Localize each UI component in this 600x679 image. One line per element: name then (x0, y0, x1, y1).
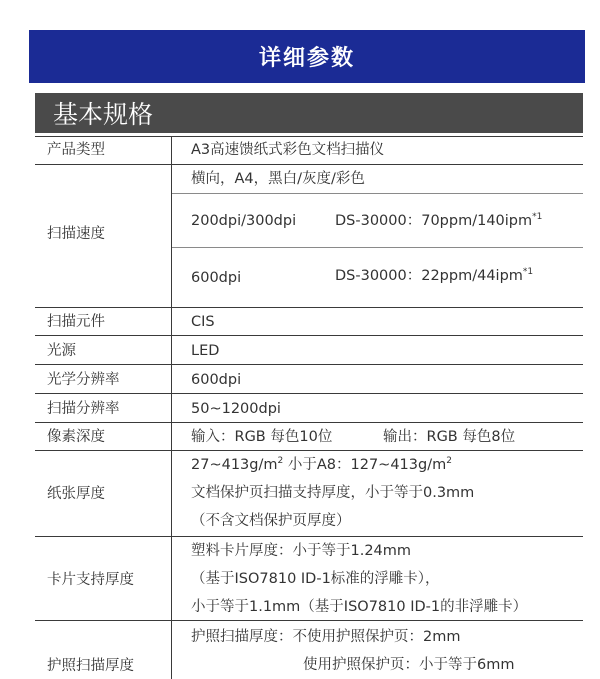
spec-label: 扫描元件 (47, 314, 105, 330)
pixel-depth-input: 输入：RGB 每色10位 (191, 429, 333, 445)
page-title-banner (29, 30, 585, 83)
scan-speed-resolution-2: 600dpi (191, 270, 242, 286)
pixel-depth-output: 输出：RGB 每色8位 (383, 429, 516, 445)
row-divider (35, 335, 583, 336)
spec-label: 光源 (47, 343, 76, 359)
spec-label: 像素深度 (47, 429, 105, 445)
row-divider (35, 136, 583, 137)
spec-table (35, 136, 583, 679)
spec-value: 50~1200dpi (191, 401, 281, 417)
row-divider (35, 422, 583, 423)
paper-thickness-line-2: 文档保护页扫描支持厚度，小于等于0.3mm (191, 485, 475, 501)
spec-label: 产品类型 (47, 142, 105, 158)
card-thickness-line-3: 小于等于1.1mm（基于ISO7810 ID-1的非浮雕卡） (191, 599, 528, 615)
card-thickness-line-2: （基于ISO7810 ID-1标准的浮雕卡）， (191, 571, 440, 587)
row-divider (35, 164, 583, 165)
scan-speed-resolution-1: 200dpi/300dpi (191, 213, 297, 229)
row-divider (35, 620, 583, 621)
scan-speed-value-1: DS-30000：70ppm/140ipm$^{*1}$ (335, 212, 543, 229)
paper-thickness-line-1: $27\sim 413g/m^2$ 小于A8：$127\sim 413g/m^2$ (191, 456, 452, 473)
spec-label: 纸张厚度 (47, 486, 105, 502)
spec-label: 护照扫描厚度 (47, 658, 134, 674)
passport-thickness-line-1: 护照扫描厚度：不使用护照保护页：2mm (191, 629, 461, 645)
spec-value: A3高速馈纸式彩色文档扫描仪 (191, 142, 385, 158)
row-divider (35, 536, 583, 537)
card-thickness-line-1: 塑料卡片厚度：小于等于1.24mm (191, 543, 412, 559)
row-divider (35, 307, 583, 308)
spec-label: 扫描分辨率 (47, 401, 120, 417)
section-header (35, 93, 583, 133)
column-divider (171, 136, 172, 679)
scan-speed-condition: 横向，A4，黑白/灰度/彩色 (191, 171, 365, 187)
spec-value: LED (191, 343, 220, 359)
spec-value: 600dpi (191, 372, 242, 388)
banner-title: 详细参数 (258, 46, 355, 71)
row-divider (35, 364, 583, 365)
row-divider (35, 393, 583, 394)
sub-row-divider (172, 193, 583, 194)
spec-value: CIS (191, 314, 215, 330)
section-title: 基本规格 (53, 100, 154, 129)
passport-thickness-line-2: 使用护照保护页：小于等于6mm (303, 657, 515, 673)
scan-speed-value-2: DS-30000：22ppm/44ipm$^{*1}$ (335, 267, 534, 284)
spec-label: 卡片支持厚度 (47, 572, 134, 588)
sub-row-divider (172, 247, 583, 248)
spec-label: 光学分辨率 (47, 372, 120, 388)
row-divider (35, 450, 583, 451)
spec-label: 扫描速度 (47, 226, 105, 242)
paper-thickness-line-3: （不含文档保护页厚度） (191, 513, 351, 529)
